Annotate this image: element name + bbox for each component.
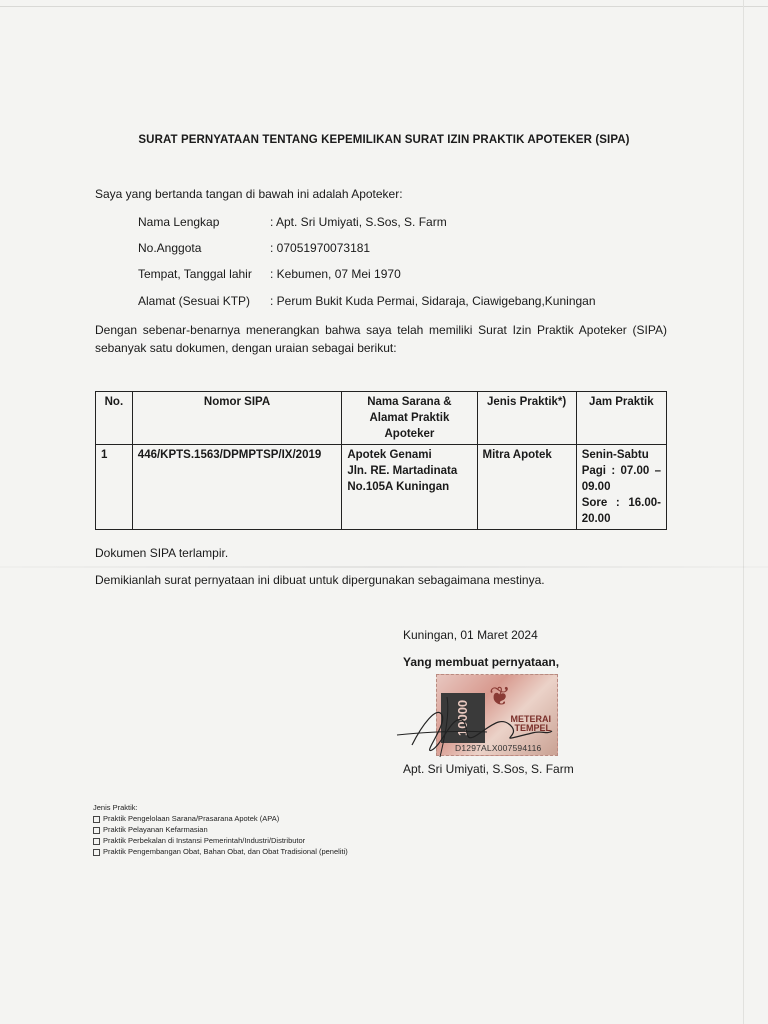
checkbox-icon — [93, 838, 100, 845]
cell-nomor-sipa: 446/KPTS.1563/DPMPTSP/IX/2019 — [132, 445, 342, 530]
field-label-ttl: Tempat, Tanggal lahir — [138, 267, 252, 281]
field-value-alamat: : Perum Bukit Kuda Permai, Sidaraja, Ciawigebang,Kuningan — [270, 294, 596, 308]
stamp-label-1: METERAI — [510, 714, 551, 724]
note-item — [93, 846, 348, 857]
stamp-label-2: TEMPEL — [514, 723, 551, 733]
stamp-value: 10000 — [441, 693, 485, 743]
closing-statement: Demikianlah surat pernyataan ini dibuat untuk dipergunakan sebagaimana mestinya. — [95, 573, 545, 587]
table-row — [96, 445, 667, 530]
attachment-note: Dokumen SIPA terlampir. — [95, 546, 229, 560]
field-value-ttl: : Kebumen, 07 Mei 1970 — [270, 267, 401, 281]
intro-text: Saya yang bertanda tangan di bawah ini adalah Apoteker: — [95, 187, 403, 201]
field-label-nama: Nama Lengkap — [138, 215, 220, 229]
document-title: SURAT PERNYATAAN TENTANG KEPEMILIKAN SURAT IZIN PRAKTIK APOTEKER (SIPA) — [138, 134, 630, 146]
header-no: No. — [96, 392, 133, 445]
practice-type-notes — [93, 802, 348, 857]
note-item-text: Praktik Perbekalan di Instansi Pemerintah/Industri/Distributor — [103, 836, 306, 845]
stamp-serial: D1297ALX007594116 — [455, 743, 542, 753]
field-value-anggota: : 07051970073181 — [270, 241, 371, 255]
paper-top-edge — [0, 0, 768, 7]
header-jenis-praktik: Jenis Praktik*) — [477, 392, 576, 445]
statement-paragraph: Dengan sebenar-benarnya menerangkan bahwa saya telah memiliki Surat Izin Praktik Apoteker (SIPA) sebanyak satu dokumen, dengan uraian sebagai berikut: — [95, 323, 667, 355]
header-jam-praktik: Jam Praktik — [576, 392, 666, 445]
declarant-label: Yang membuat pernyataan, — [403, 655, 560, 669]
cell-no: 1 — [96, 445, 133, 530]
field-label-anggota: No.Anggota — [138, 241, 202, 255]
cell-nama-sarana — [342, 445, 477, 530]
cell-jenis-praktik: Mitra Apotek — [477, 445, 576, 530]
sarana-line: Apotek Genami — [347, 449, 432, 461]
signer-name: Apt. Sri Umiyati, S.Sos, S. Farm — [403, 762, 574, 776]
jam-line: Senin-Sabtu — [581, 449, 649, 461]
handwritten-signature — [392, 685, 562, 765]
sarana-line: No.105A Kuningan — [347, 481, 450, 493]
header-nomor-sipa: Nomor SIPA — [132, 392, 342, 445]
note-item-text: Praktik Pengelolaan Sarana/Prasarana Apotek (APA) — [103, 814, 280, 823]
note-item-text: Praktik Pelayanan Kefarmasian — [103, 825, 208, 834]
notes-heading: Jenis Praktik: — [93, 803, 138, 812]
sarana-line: Jln. RE. Martadinata — [347, 465, 458, 477]
field-label-alamat: Alamat (Sesuai KTP) — [138, 294, 251, 308]
note-item-text: Praktik Pengembangan Obat, Bahan Obat, dan Obat Tradisional (peneliti) — [103, 847, 348, 856]
checkbox-icon — [93, 849, 100, 856]
note-item — [93, 813, 348, 824]
note-item — [93, 824, 348, 835]
cell-jam-praktik — [576, 445, 666, 530]
note-item — [93, 835, 348, 846]
jam-line: Sore : 16.00- 20.00 — [581, 497, 661, 525]
garuda-emblem-icon: ❦ — [489, 681, 511, 711]
table-header-row — [96, 392, 667, 445]
checkbox-icon — [93, 827, 100, 834]
paper-right-edge — [743, 0, 768, 1024]
field-value-nama: : Apt. Sri Umiyati, S.Sos, S. Farm — [270, 215, 447, 229]
place-date: Kuningan, 01 Maret 2024 — [403, 628, 538, 642]
checkbox-icon — [93, 816, 100, 823]
header-nama-sarana: Nama Sarana & Alamat Praktik Apoteker — [342, 392, 477, 445]
paper-fold-crease — [0, 566, 768, 568]
sipa-table — [95, 391, 667, 530]
jam-line: Pagi : 07.00 – 09.00 — [581, 465, 661, 493]
